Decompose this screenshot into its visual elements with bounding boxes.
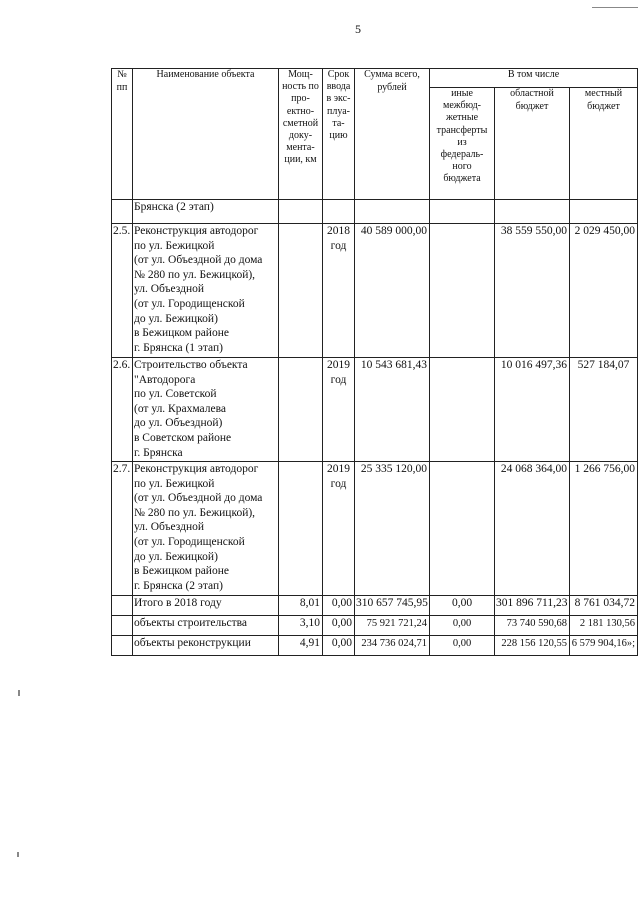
table-row: [112, 616, 638, 636]
cell-regional: 73 740 590,68: [495, 616, 570, 636]
table-row: [112, 358, 638, 462]
table-row: [112, 224, 638, 358]
cell-name: Брянска (2 этап): [133, 200, 279, 224]
cell-term: [323, 200, 355, 224]
header-local: местный бюджет: [570, 88, 638, 200]
cell-regional: 38 559 550,00: [495, 224, 570, 358]
header-regional: областной бюджет: [495, 88, 570, 200]
cell-regional: 301 896 711,23: [495, 596, 570, 616]
cell-name: Реконструкция автодорог по ул. Бежицкой (от ул. Объездной до дома № 280 по ул. Бежицкой), ул. Объездной (от ул. Городищенской до ул. Бежицкой) в Бежицком районе г. Брянска (1 этап): [133, 224, 279, 358]
cell-total: 310 657 745,95: [355, 596, 430, 616]
cell-local: 2 181 130,56: [570, 616, 638, 636]
cell-local: [570, 200, 638, 224]
cell-num: [112, 616, 133, 636]
cell-capacity: 4,91: [279, 636, 323, 656]
cell-capacity: [279, 358, 323, 462]
cell-federal: 0,00: [430, 636, 495, 656]
table-row: [112, 636, 638, 656]
cell-name: объекты реконструкции: [133, 636, 279, 656]
cell-local: 8 761 034,72: [570, 596, 638, 616]
cell-total: 10 543 681,43: [355, 358, 430, 462]
cell-federal: [430, 224, 495, 358]
cell-local: 1 266 756,00: [570, 462, 638, 596]
cell-name: Строительство объекта "Автодорога по ул. Советской (от ул. Крахмалева до ул. Объездной) в Советском районе г. Брянска: [133, 358, 279, 462]
cell-local: 2 029 450,00: [570, 224, 638, 358]
header-including: В том числе: [430, 69, 638, 88]
cell-local: 527 184,07: [570, 358, 638, 462]
cell-federal: 0,00: [430, 596, 495, 616]
header-federal: иные межбюд- жетные трансферты из федераль- ного бюджета: [430, 88, 495, 200]
objects-table: [111, 68, 638, 656]
cell-regional: 228 156 120,55: [495, 636, 570, 656]
cell-total: 234 736 024,71: [355, 636, 430, 656]
cell-term: 0,00: [323, 636, 355, 656]
cell-name: Реконструкция автодорог по ул. Бежицкой (от ул. Объездной до дома № 280 по ул. Бежицкой), ул. Объездной (от ул. Городищенской до ул. Бежицкой) в Бежицком районе г. Брянска (2 этап): [133, 462, 279, 596]
cell-total: 25 335 120,00: [355, 462, 430, 596]
header-name: Наименование объекта: [133, 69, 279, 200]
cell-capacity: [279, 200, 323, 224]
scan-line-top: [592, 7, 638, 8]
cell-total: 40 589 000,00: [355, 224, 430, 358]
cell-term: 2019 год: [323, 462, 355, 596]
cell-term: 0,00: [323, 596, 355, 616]
cell-regional: 10 016 497,36: [495, 358, 570, 462]
cell-name: объекты строительства: [133, 616, 279, 636]
header-num: № пп: [112, 69, 133, 200]
header-capacity: Мощ- ность по про- ектно- сметной доку- мента- ции, км: [279, 69, 323, 200]
cell-capacity: [279, 224, 323, 358]
cell-local: 6 579 904,16»;: [570, 636, 638, 656]
cell-federal: [430, 462, 495, 596]
scan-dot: [18, 690, 20, 696]
cell-term: 2019 год: [323, 358, 355, 462]
cell-federal: [430, 358, 495, 462]
cell-num: 2.5.: [112, 224, 133, 358]
cell-regional: 24 068 364,00: [495, 462, 570, 596]
cell-num: [112, 200, 133, 224]
cell-num: [112, 596, 133, 616]
cell-capacity: [279, 462, 323, 596]
cell-federal: 0,00: [430, 616, 495, 636]
cell-name: Итого в 2018 году: [133, 596, 279, 616]
cell-term: 2018 год: [323, 224, 355, 358]
table-row: [112, 200, 638, 224]
cell-regional: [495, 200, 570, 224]
table-row: [112, 596, 638, 616]
cell-num: 2.7.: [112, 462, 133, 596]
cell-capacity: 3,10: [279, 616, 323, 636]
page-number: 5: [355, 22, 361, 36]
table-row: [112, 462, 638, 596]
scan-dot: [17, 852, 19, 857]
header-term: Срок ввода в экс- плуа- та- цию: [323, 69, 355, 200]
cell-num: 2.6.: [112, 358, 133, 462]
header-total: Сумма всего, рублей: [355, 69, 430, 200]
cell-capacity: 8,01: [279, 596, 323, 616]
cell-num: [112, 636, 133, 656]
cell-total: 75 921 721,24: [355, 616, 430, 636]
cell-term: 0,00: [323, 616, 355, 636]
cell-total: [355, 200, 430, 224]
cell-federal: [430, 200, 495, 224]
